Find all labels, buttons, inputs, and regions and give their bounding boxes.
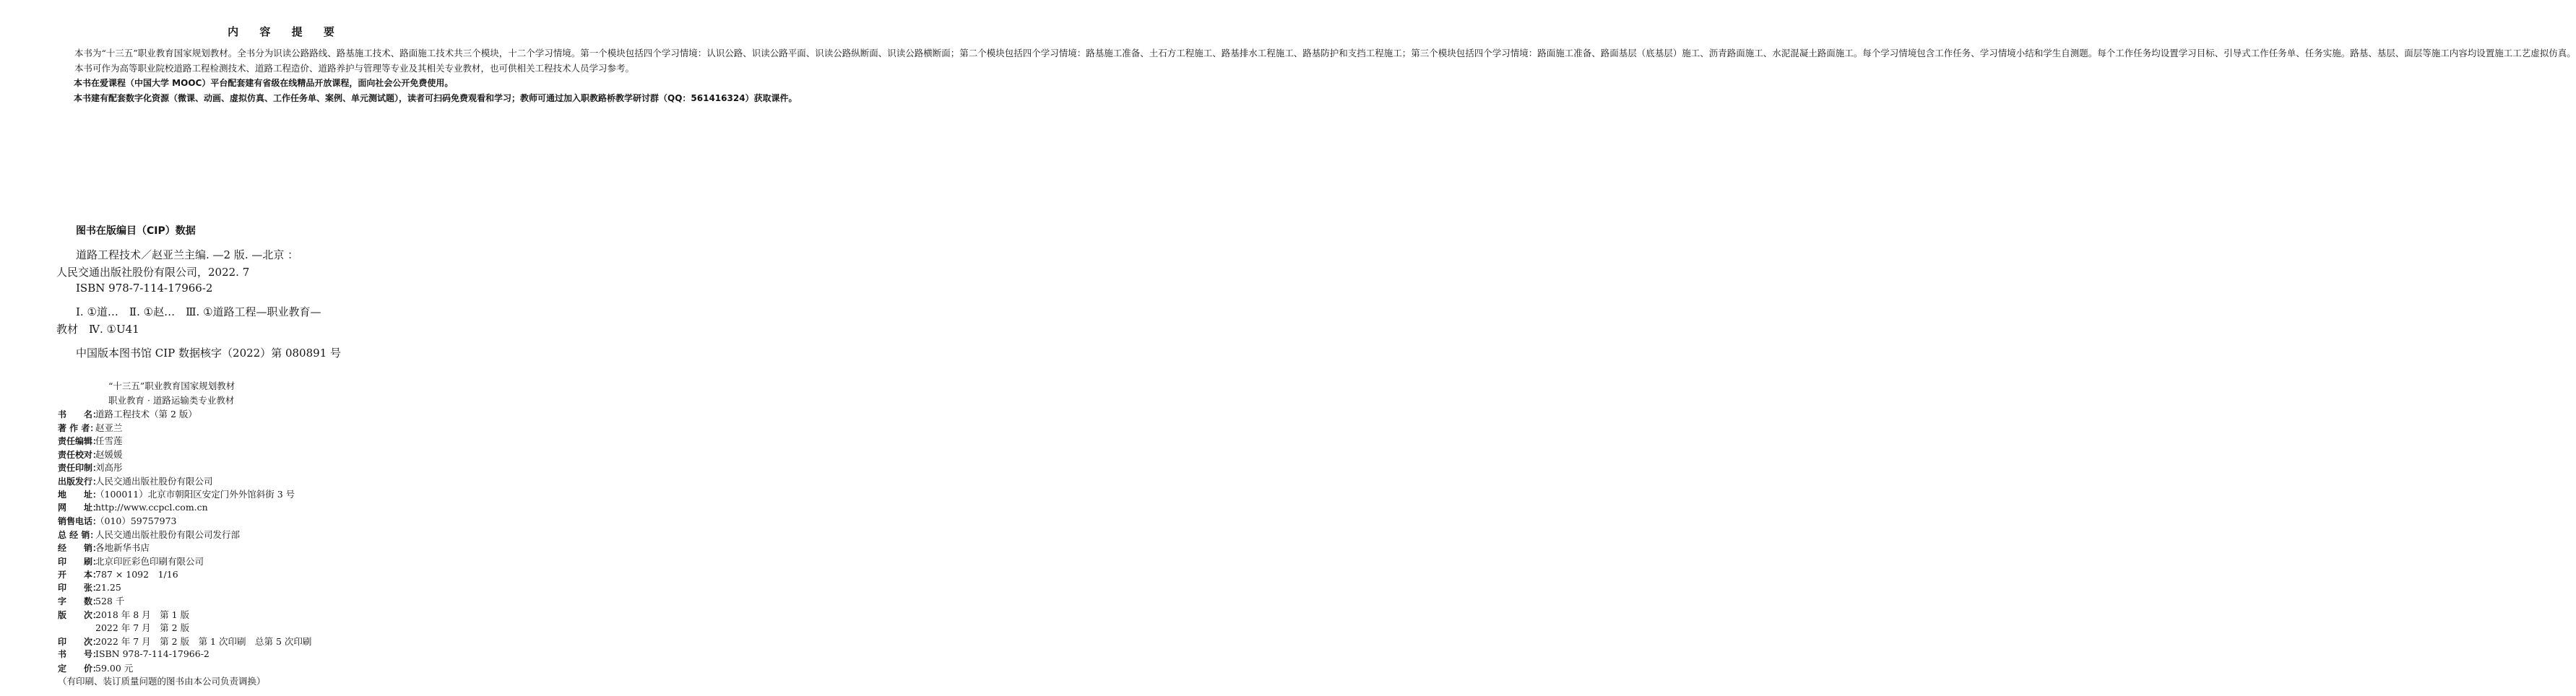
colophon-value: 赵媛媛: [95, 448, 123, 460]
colophon-row: [58, 567, 178, 580]
colophon-row: [58, 528, 240, 541]
colophon-value: 2018 年 8 月 第 1 版: [95, 609, 190, 620]
cip-title: 图书在版编目（CIP）数据: [76, 225, 196, 237]
summary-paragraph-2: 本书可作为高等职业院校道路工程检测技术、道路工程造价、道路养护与管理等专业及其相关专业教材，也可供相关工程技术人员学习参考。: [74, 62, 635, 74]
colophon-row: [58, 608, 189, 621]
cip-line-2: 人民交通出版社股份有限公司，2022. 7: [56, 266, 250, 279]
colophon-row: [58, 635, 311, 648]
colophon-label: 责任印制：: [58, 463, 102, 473]
colophon-row: [58, 541, 150, 554]
colophon-row: [58, 448, 123, 461]
colophon-row: [58, 434, 123, 447]
colophon-value: 2022 年 7 月 第 2 版: [95, 622, 190, 633]
colophon-value: 任雪莲: [95, 435, 123, 446]
colophon-label: 印 张：: [58, 582, 102, 593]
colophon-label: 经 销：: [58, 543, 102, 553]
colophon-label: 书 号：: [58, 649, 102, 659]
colophon-value: 各地新华书店: [95, 542, 150, 553]
colophon-row: [58, 648, 209, 660]
colophon-row: [58, 474, 213, 487]
colophon-value: 刘高彤: [95, 462, 123, 473]
colophon-value: 2022 年 7 月 第 2 版 第 1 次印刷 总第 5 次印刷: [95, 635, 312, 647]
colophon-row: [58, 661, 133, 674]
colophon-value: 赵亚兰: [95, 422, 123, 433]
colophon-value: 道路工程技术（第 2 版）: [95, 409, 197, 419]
colophon-label: 地 址：: [58, 490, 102, 500]
colophon-value: 59.00 元: [95, 662, 134, 674]
colophon-label: 印 刷：: [58, 556, 102, 567]
colophon-label: 责任编辑：: [58, 436, 102, 446]
colophon-row: [58, 487, 295, 500]
colophon-label: 著 作 者：: [58, 422, 99, 433]
footer-note: （有印刷、装订质量问题的图书由本公司负责调换）: [58, 676, 266, 687]
colophon-row: [58, 421, 123, 434]
colophon-label: 开 本：: [58, 570, 102, 580]
colophon-row: [58, 501, 208, 513]
colophon-value: 北京印匠彩色印刷有限公司: [95, 555, 204, 567]
colophon-row: [58, 407, 197, 420]
colophon-label: 责任校对：: [58, 449, 102, 460]
cip-record-number: 中国版本图书馆 CIP 数据核字（2022）第 080891 号: [76, 347, 342, 360]
colophon-label: 定 价：: [58, 663, 102, 674]
colophon-value: ISBN 978-7-114-17966-2: [95, 648, 209, 659]
colophon-label: 总 经 销：: [58, 529, 99, 540]
colophon-value: 528 千: [95, 596, 125, 606]
summary-paragraph-1: 本书为“十三五”职业教育国家规划教材。全书分为识读公路路线、路基施工技术、路面施工技术共三个模块，十二个学习情境。第一个模块包括四个学习情境：认识公路、识读公路平面、识读公路纵断面、识读公路横断面；第二个模块包括四个学习情境：路基施工准备、土石方工程施工、路基排水工程施工、路基防护和支挡工程施工；第三个模块包括四个学习情境：路面施工准备、路面基层（底基层）施工、沥青路面施工、水泥混凝土路面施工。每个学习情境包含工作任务、学习情境小结和学生自测题。每个工作任务均设置学习目标、引导式工作任务单、任务实施。路基、基层、面层等施工内容均设置施工工艺虚拟仿真。: [74, 48, 2576, 58]
cip-classification-1: Ⅰ. ①道… Ⅱ. ①赵… Ⅲ. ①道路工程—职业教育—: [76, 305, 321, 318]
digital-resources-note: 本书建有配套数字化资源（微课、动画、虚拟仿真、工作任务单、案例、单元测试题），读者可扫码免费观看和学习；教师可通过加入职教路桥教学研讨群（QQ：561416324）获取课件。: [74, 92, 798, 103]
colophon-row: [58, 514, 176, 527]
summary-section: [56, 46, 2576, 105]
colophon-value: 21.25: [95, 581, 121, 593]
colophon-value: http://www.ccpcl.com.cn: [95, 501, 208, 513]
colophon-label: 网 址：: [58, 502, 102, 513]
series-line-2: 职业教育 · 道路运输类专业教材: [108, 395, 235, 406]
colophon-label: 销售电话：: [58, 516, 102, 526]
colophon-value: （100011）北京市朝阳区安定门外外馆斜街 3 号: [95, 489, 295, 500]
colophon-value: 人民交通出版社股份有限公司: [95, 475, 213, 487]
colophon-row: [58, 594, 124, 607]
colophon-row: [58, 554, 204, 567]
colophon-row: [58, 621, 189, 634]
colophon-row: [58, 581, 121, 593]
colophon-row: [58, 461, 123, 474]
colophon-label: 版 次：: [58, 609, 102, 620]
colophon-value: （010）59757973: [95, 516, 177, 526]
colophon-label: 书 名：: [58, 409, 102, 419]
colophon-label: 印 次：: [58, 636, 102, 647]
page-title: 内 容 提 要: [228, 25, 343, 38]
colophon-label: 字 数：: [58, 596, 102, 606]
cip-isbn: ISBN 978-7-114-17966-2: [76, 282, 213, 295]
colophon-value: 787 × 1092 1/16: [95, 569, 178, 580]
mooc-note: 本书在爱课程（中国大学 MOOC）平台配套建有省级在线精品开放课程，面向社会公开免费使用。: [74, 78, 454, 88]
series-line-1: “十三五”职业教育国家规划教材: [108, 380, 235, 391]
cip-line-1: 道路工程技术／赵亚兰主编. —2 版. —北京 ：: [76, 248, 299, 261]
colophon-value: 人民交通出版社股份有限公司发行部: [95, 528, 241, 540]
cip-classification-2: 教材 Ⅳ. ①U41: [56, 323, 139, 336]
colophon-label: 出版发行：: [58, 476, 102, 487]
